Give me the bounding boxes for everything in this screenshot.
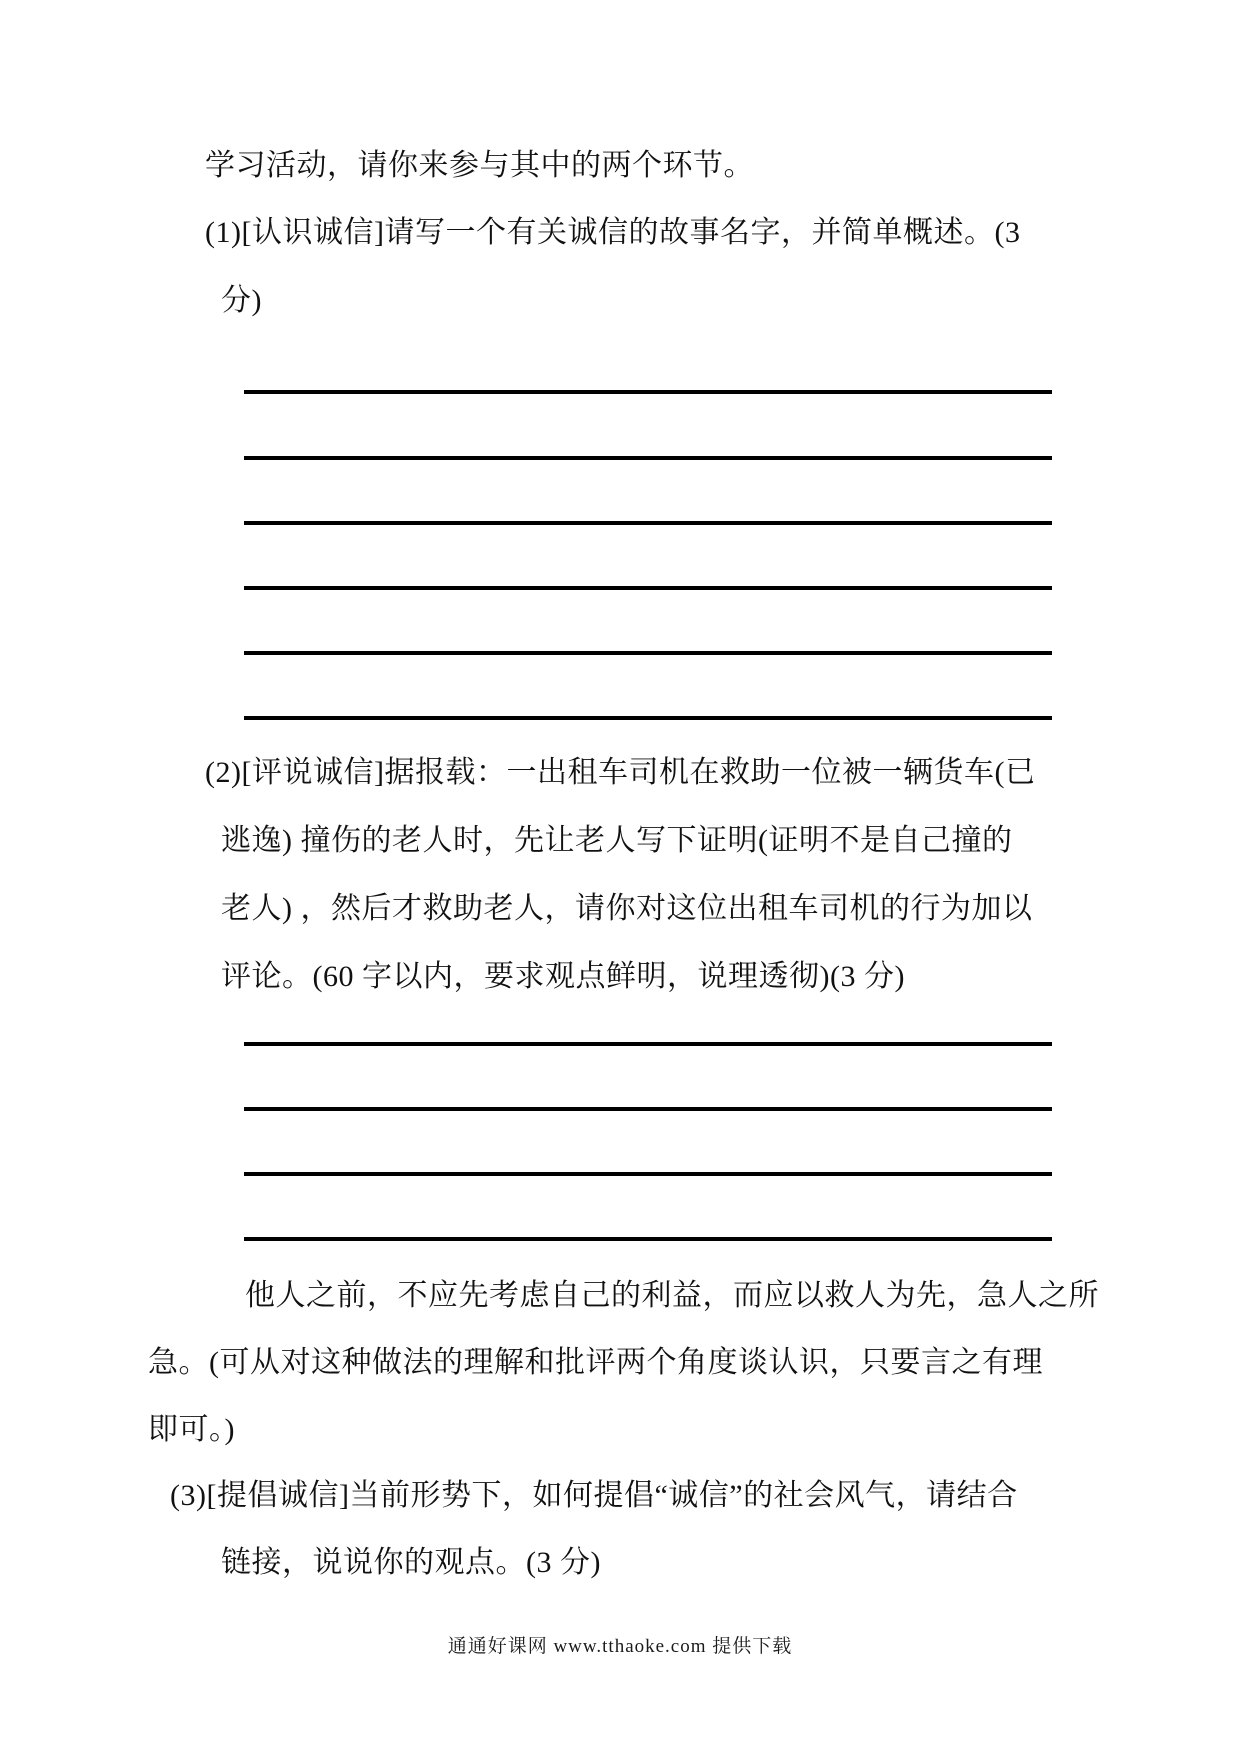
question-2-line-1: (2)[评说诚信]据报载：一出租车司机在救助一位被一辆货车(已 — [205, 756, 1036, 789]
question-2-line-3: 老人) ，然后才救助老人，请你对这位出租车司机的行为加以 — [221, 892, 1033, 925]
answer-note-line-1: 他人之前，不应先考虑自己的利益，而应以救人为先，急人之所 — [245, 1279, 1099, 1312]
answer-line — [244, 1172, 1052, 1176]
answer-line — [244, 521, 1052, 525]
answer-line — [244, 586, 1052, 590]
answer-line — [244, 1237, 1052, 1241]
question-3-line-1: (3)[提倡诚信]当前形势下，如何提倡“诚信”的社会风气，请结合 — [170, 1479, 1018, 1512]
answer-line — [244, 456, 1052, 460]
intro-paragraph: 学习活动，请你来参与其中的两个环节。 — [205, 149, 754, 182]
question-1-line-1: (1)[认识诚信]请写一个有关诚信的故事名字，并简单概述。(3 — [205, 216, 1021, 249]
answer-note-line-3: 即可。) — [148, 1413, 235, 1446]
answer-line — [244, 1042, 1052, 1046]
footer-watermark: 通通好课网 www.tthaoke.com 提供下载 — [447, 1636, 793, 1657]
question-1-line-2: 分) — [221, 284, 262, 317]
answer-line — [244, 651, 1052, 655]
answer-line — [244, 716, 1052, 720]
answer-line — [244, 1107, 1052, 1111]
question-3-line-2: 链接，说说你的观点。(3 分) — [221, 1546, 601, 1579]
question-2-line-4: 评论。(60 字以内，要求观点鲜明，说理透彻)(3 分) — [221, 960, 905, 993]
answer-line — [244, 390, 1052, 394]
answer-note-line-2: 急。(可从对这种做法的理解和批评两个角度谈认识，只要言之有理 — [148, 1346, 1043, 1379]
question-2-line-2: 逃逸) 撞伤的老人时，先让老人写下证明(证明不是自己撞的 — [221, 824, 1013, 857]
